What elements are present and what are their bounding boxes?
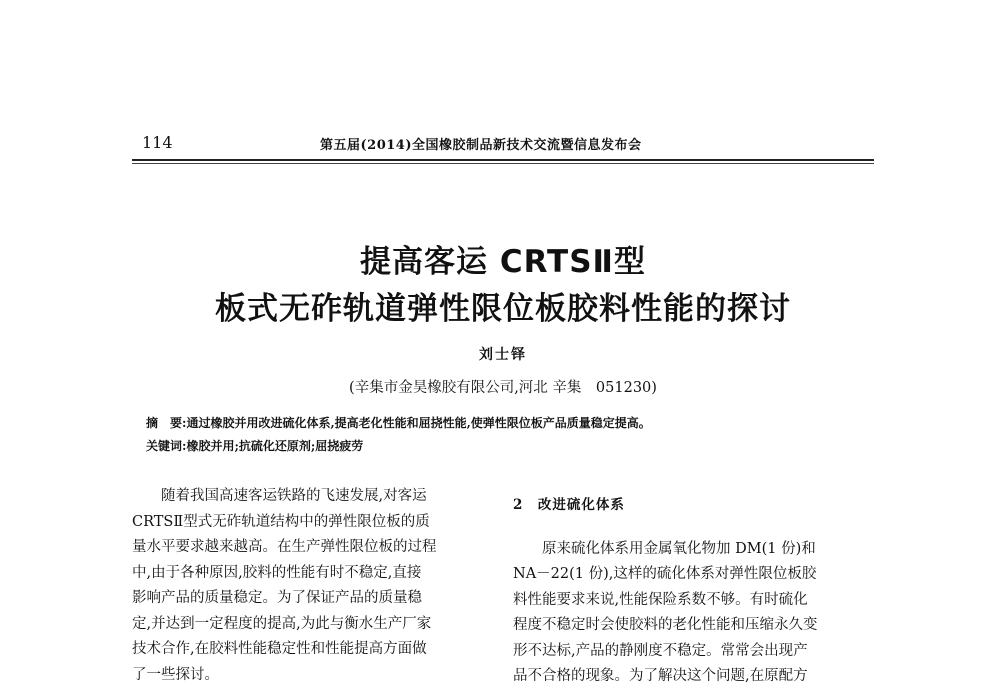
running-header: 第五届(2014)全国橡胶制品新技术交流暨信息发布会 (320, 138, 642, 153)
body-line: 随着我国高速客运铁路的飞速发展,对客运 (132, 488, 427, 504)
keywords-label: 关键词: (146, 439, 187, 453)
body-right-column (513, 484, 875, 690)
body-line: 程度不稳定时会使胶料的老化性能和压缩永久变 (513, 617, 818, 633)
abstract-text: 通过橡胶并用改进硫化体系,提高老化性能和屈挠性能,使弹性限位板产品质量稳定提高。 (186, 416, 651, 430)
body-line: 形不达标,产品的静刚度不稳定。常常会出现产 (513, 642, 808, 659)
body-left-column (132, 484, 492, 688)
page-number: 114 (142, 133, 173, 152)
abstract (146, 414, 651, 431)
keywords (146, 437, 363, 454)
section-heading: 2 改进硫化体系 (513, 497, 625, 513)
article-title-line-1: 提高客运 CRTSⅡ型 (360, 244, 646, 280)
author-name: 刘士铎 (479, 347, 527, 363)
header-rule-secondary (132, 163, 874, 164)
body-line: NA－22(1 份),这样的硫化体系对弹性限位板胶 (513, 566, 817, 582)
article-title-line-2: 板式无砟轨道弹性限位板胶料性能的探讨 (215, 291, 791, 327)
body-line: 量水平要求越来越高。在生产弹性限位板的过程 (132, 539, 437, 555)
abstract-label: 摘 要: (146, 416, 187, 430)
body-line: 定,并达到一定程度的提高,为此与衡水生产厂家 (132, 615, 432, 632)
body-line: 技术合作,在胶料性能稳定性和性能提高方面做 (132, 641, 427, 657)
header-rule (132, 159, 874, 161)
body-line: 中,由于各种原因,胶料的性能有时不稳定,直接 (132, 564, 422, 581)
body-line: 品不合格的现象。为了解决这个问题,在原配方 (513, 668, 808, 684)
keywords-text: 橡胶并用;抗硫化还原剂;屈挠疲劳 (186, 439, 364, 453)
author-affiliation: (辛集市金昊橡胶有限公司,河北 辛集 051230) (349, 380, 657, 396)
body-line: 原来硫化体系用金属氧化物加 DM(1 份)和 (513, 540, 816, 557)
body-line: 了一些探讨。 (132, 666, 219, 683)
body-line: 料性能要求来说,性能保险系数不够。有时硫化 (513, 591, 808, 608)
body-line: CRTSⅡ型式无砟轨道结构中的弹性限位板的质 (132, 513, 430, 530)
body-line: 影响产品的质量稳定。为了保证产品的质量稳 (132, 590, 422, 606)
